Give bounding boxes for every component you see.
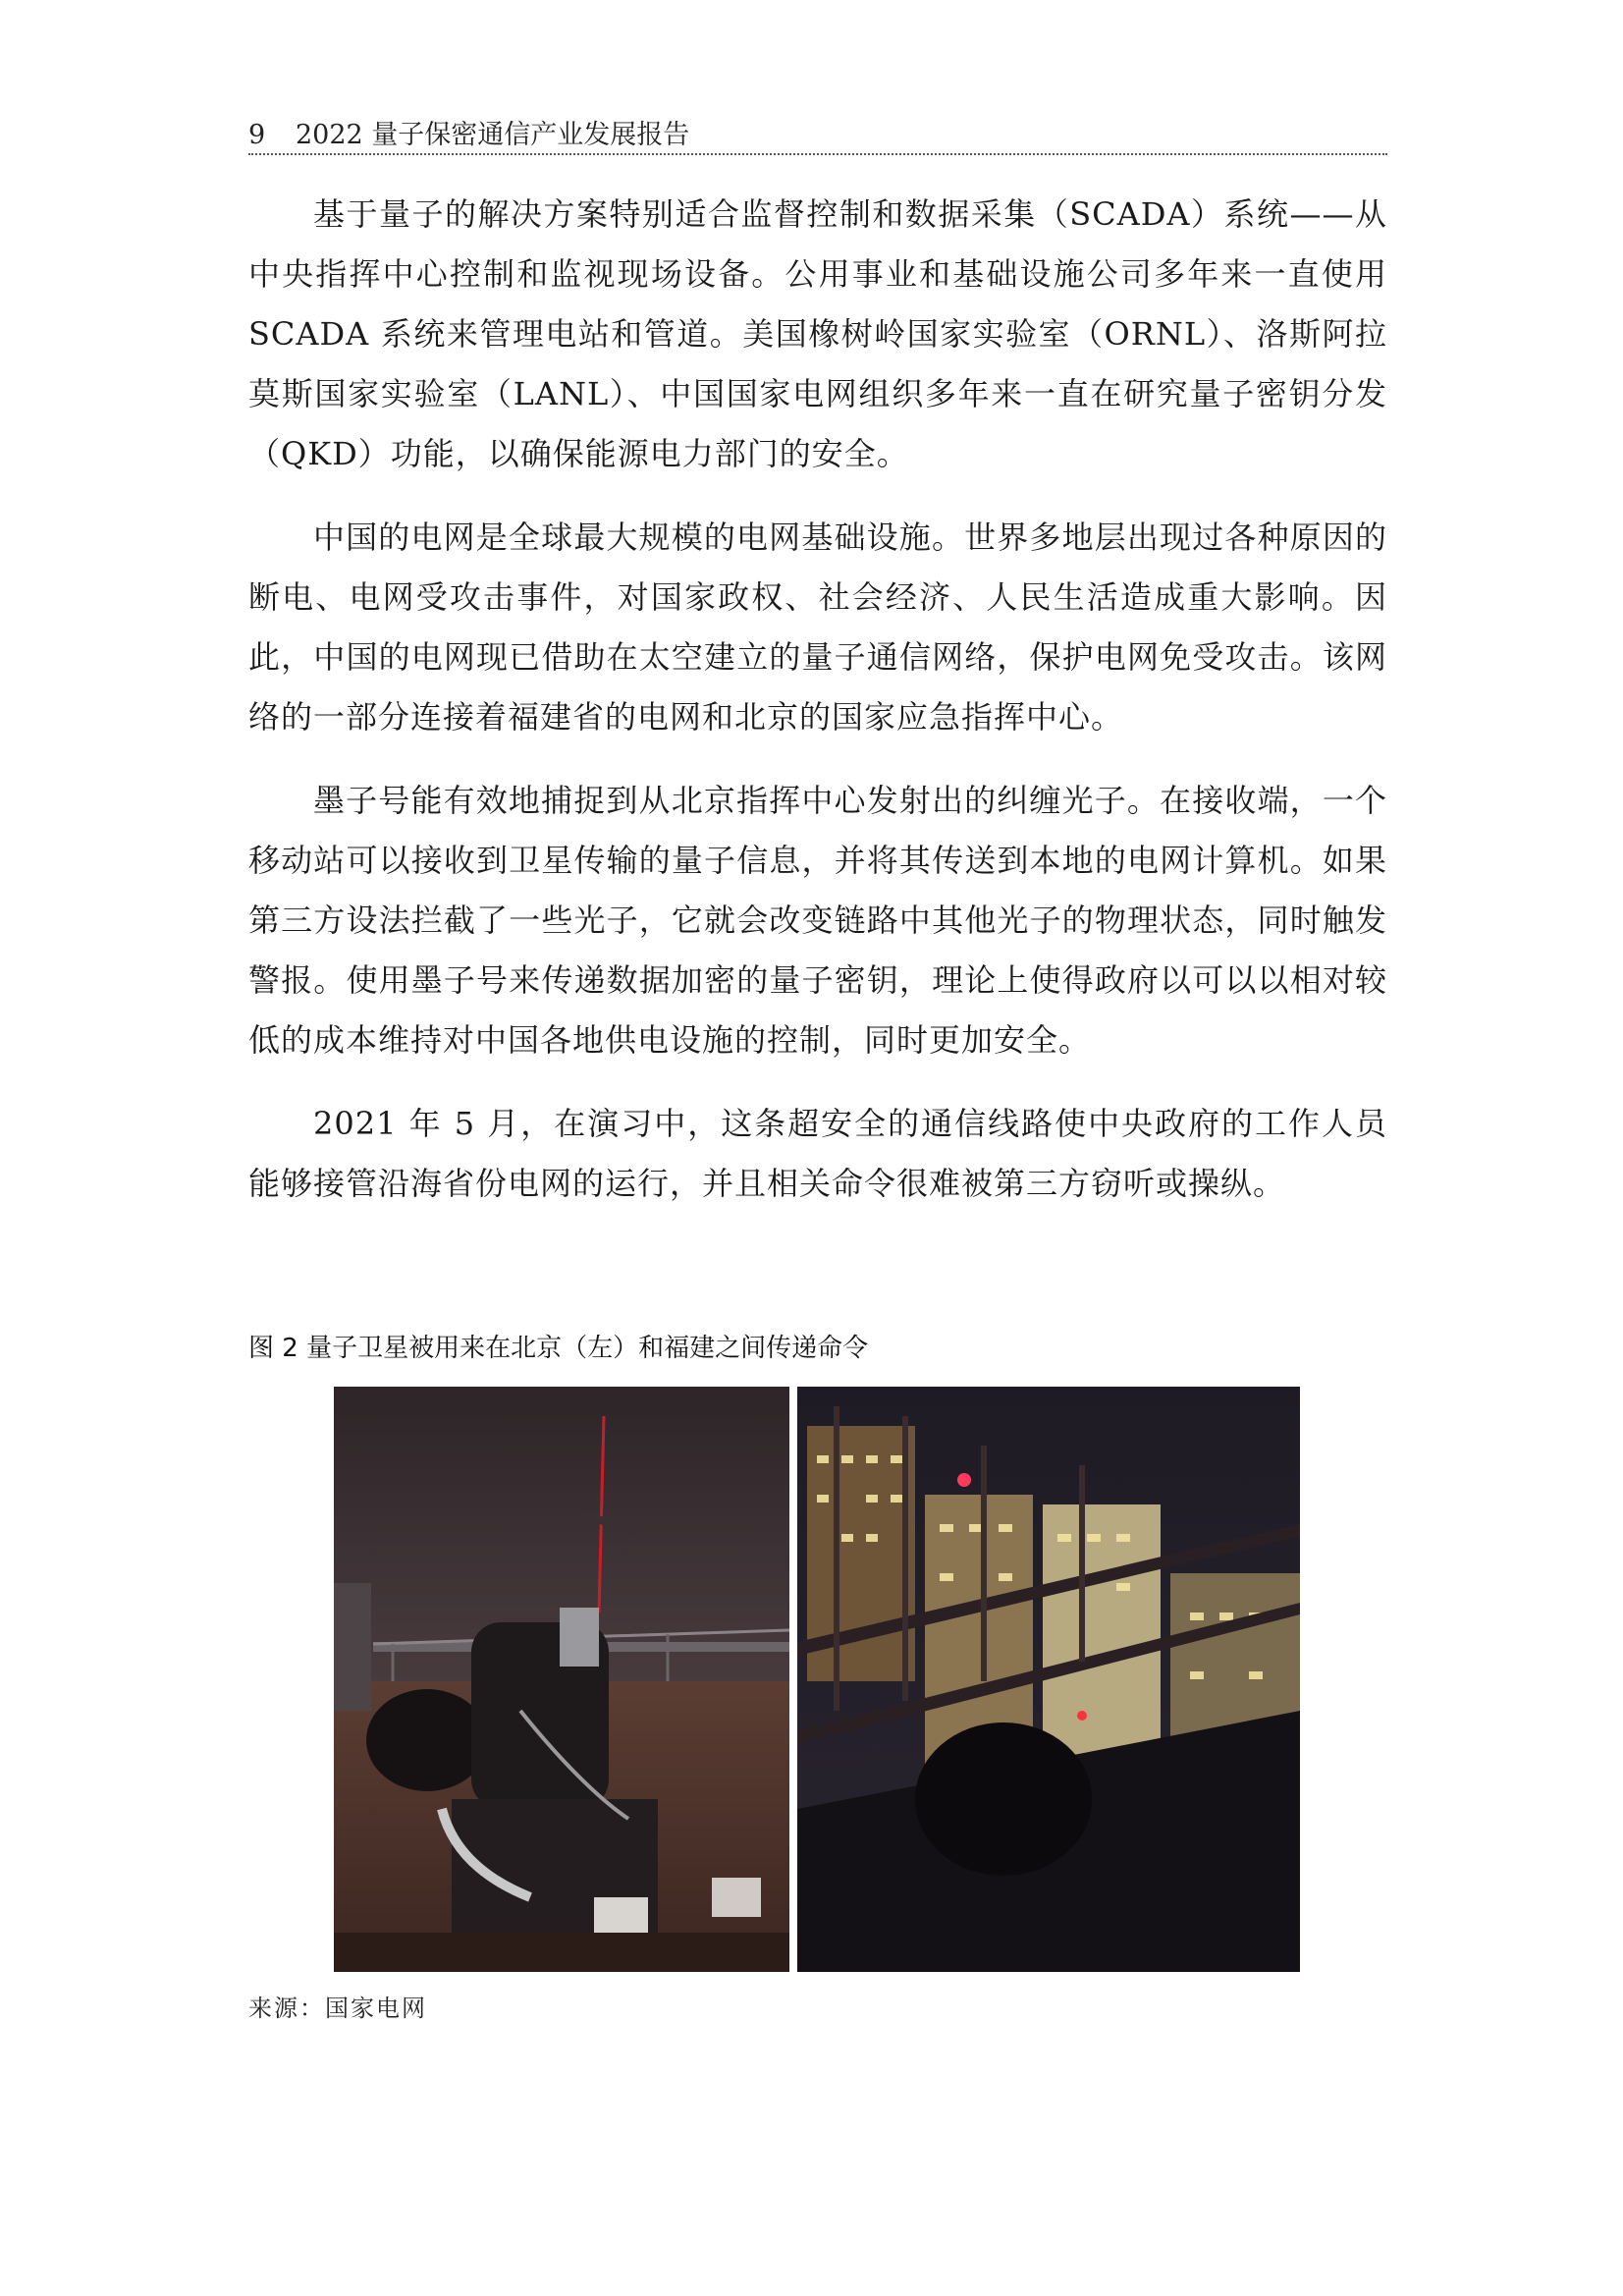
header-divider <box>248 153 1387 155</box>
body-text <box>248 185 1387 1237</box>
report-title: 2022 量子保密通信产业发展报告 <box>296 120 690 150</box>
figure-photo-fujian-station <box>797 1387 1300 1972</box>
paragraph-micius: 墨子号能有效地捕捉到从北京指挥中心发射出的纠缠光子。在接收端，一个移动站可以接收到卫星传输的量子信息，并将其传送到本地的电网计算机。如果第三方设法拦截了一些光子，它就会改变链路中其他光子的物理状态，同时触发警报。使用墨子号来传递数据加密的量子密钥，理论上使得政府以可以以相对较低的成本维持对中国各地供电设施的控制，同时更加安全。 <box>248 782 1387 1059</box>
page-number: 9 <box>248 120 266 150</box>
paragraph-scada: 基于量子的解决方案特别适合监督控制和数据采集（SCADA）系统——从中央指挥中心控制和监视现场设备。公用事业和基础设施公司多年来一直使用 SCADA 系统来管理电站和管道。美国橡树岭国家实验室（ORNL）、洛斯阿拉莫斯国家实验室（LANL）、中国国家电网组织多年来一直在研究量子密钥分发（QKD）功能，以确保能源电力部门的安全。 <box>248 195 1387 472</box>
paragraph-power-grid: 中国的电网是全球最大规模的电网基础设施。世界多地层出现过各种原因的断电、电网受攻击事件，对国家政权、社会经济、人民生活造成重大影响。因此，中国的电网现已借助在太空建立的量子通信网络，保护电网免受攻击。该网络的一部分连接着福建省的电网和北京的国家应急指挥中心。 <box>248 519 1387 736</box>
figure-source: 来源：国家电网 <box>248 1995 427 2022</box>
figure-caption: 图 2 量子卫星被用来在北京（左）和福建之间传递命令 <box>248 1334 869 1363</box>
figure-photo-beijing-station <box>334 1387 789 1972</box>
paragraph-exercise: 2021 年 5 月，在演习中，这条超安全的通信线路使中央政府的工作人员能够接管沿海省份电网的运行，并且相关命令很难被第三方窃听或操纵。 <box>248 1105 1387 1202</box>
running-header <box>248 116 1387 155</box>
